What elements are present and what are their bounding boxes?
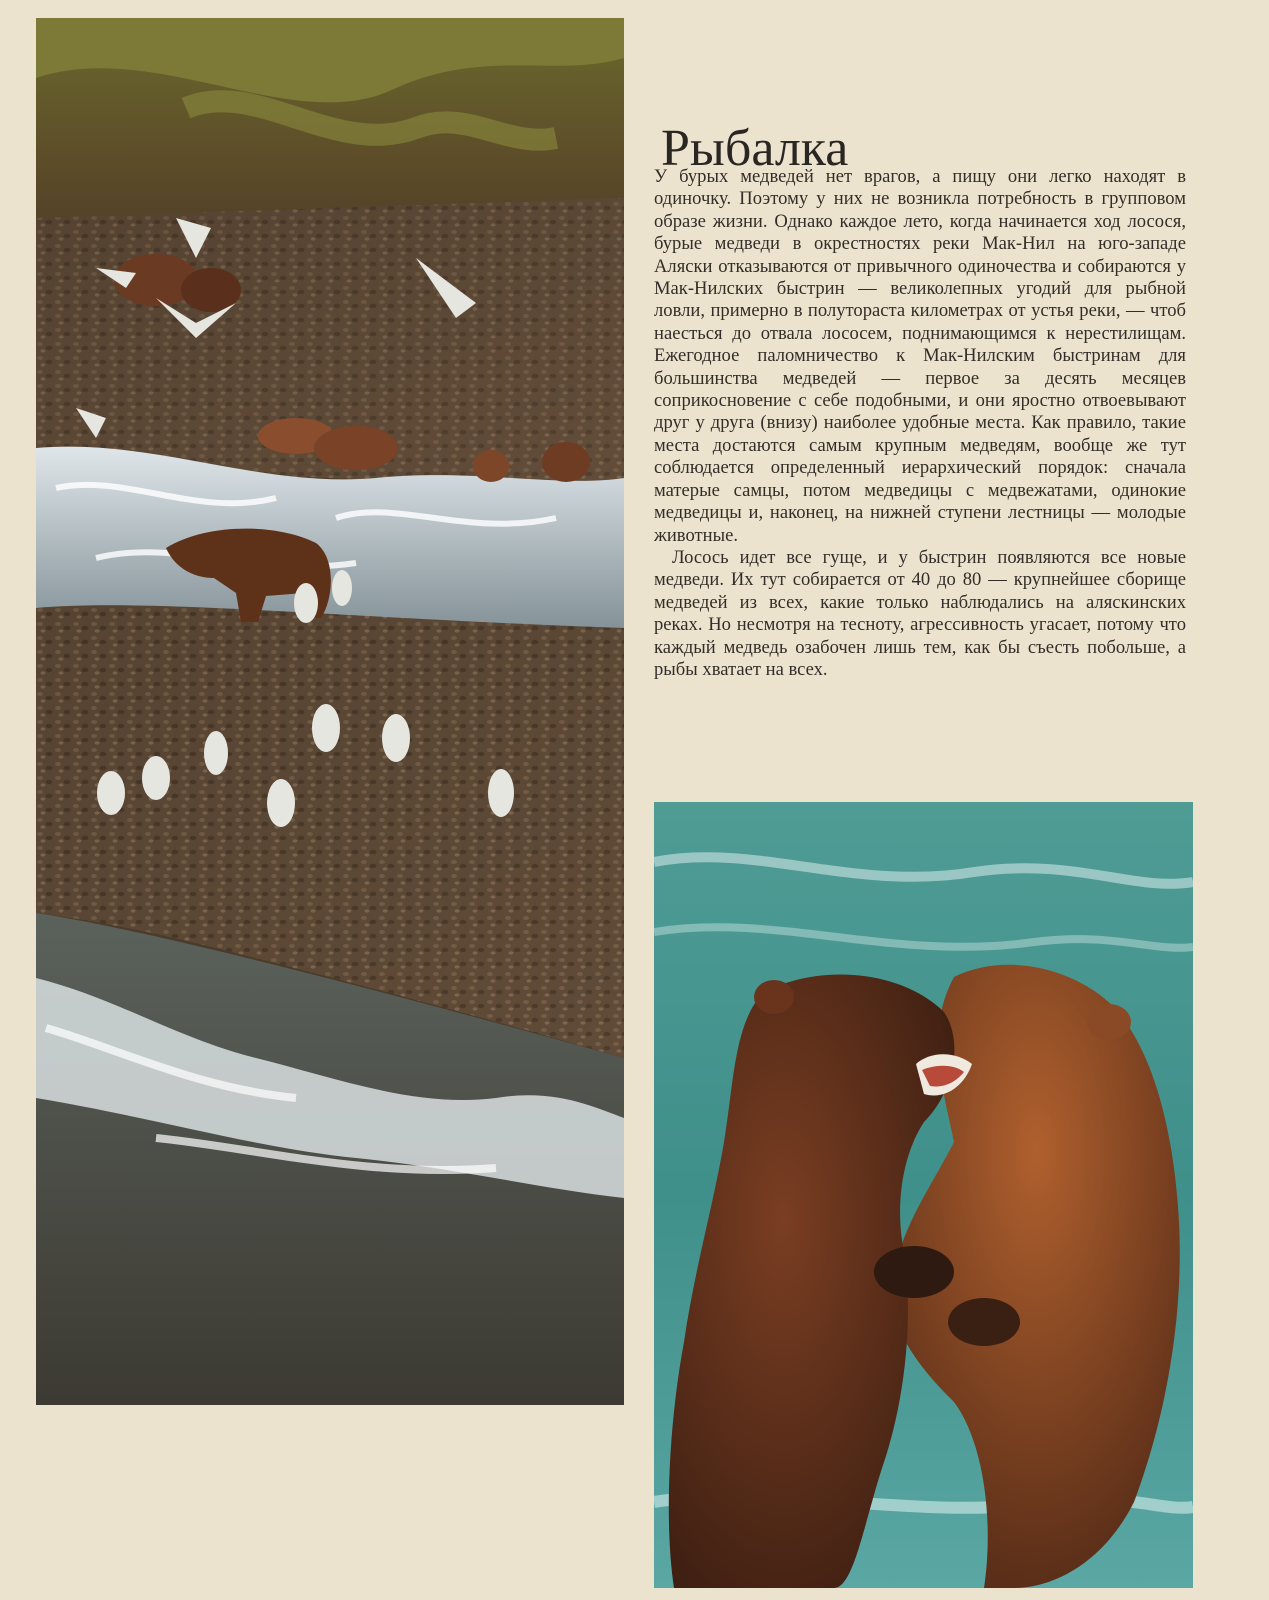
article-title: Рыбалка: [661, 119, 849, 177]
photo-bears-on-river-bank: [36, 18, 624, 1405]
paragraph-2: Лосось идет все гуще, и у быстрин появляются все новые медведи. Их тут собирается от 40 до 80 — крупнейшее сборище медведей из всех, какие только наблюдались на аляскинских реках. Но несмотря на тесноту, агрессивность угасает, потому что каждый медведь озабочен лишь тем, как бы съесть побольше, а рыбы хватает на всех.: [654, 546, 1186, 680]
paragraph-1: У бурых медведей нет врагов, а пищу они легко находят в одиночку. Поэтому у них не возникла потребность в групповом образе жизни. Однако каждое лето, когда начинается ход лосося, бурые медведи в окрестностях реки Мак-Нил на юго-западе Аляски отказываются от привычного одиночества и собираются у Мак-Нилских быстрин — великолепных угодий для рыбной ловли, примерно в полутораста километрах от устья реки, — чтоб наесться до отвала лососем, поднимающимся к нерестилищам. Ежегодное паломничество к Мак-Нилским быстринам для большинства медведей — первое за десять месяцев соприкосновение с себе подобными, и они яростно отвоевывают друг у друга (внизу) наиболее удобные места. Как правило, такие места достаются самым крупным медведям, вообще же тут соблюдается определенный иерархический порядок: сначала матерые самцы, потом медведицы с медвежатами, одинокие медведицы и, наконец, на нижней ступени лестницы — молодые животные.: [654, 166, 1186, 546]
article-body: [654, 166, 1186, 681]
photo-fighting-bears: [654, 802, 1193, 1588]
